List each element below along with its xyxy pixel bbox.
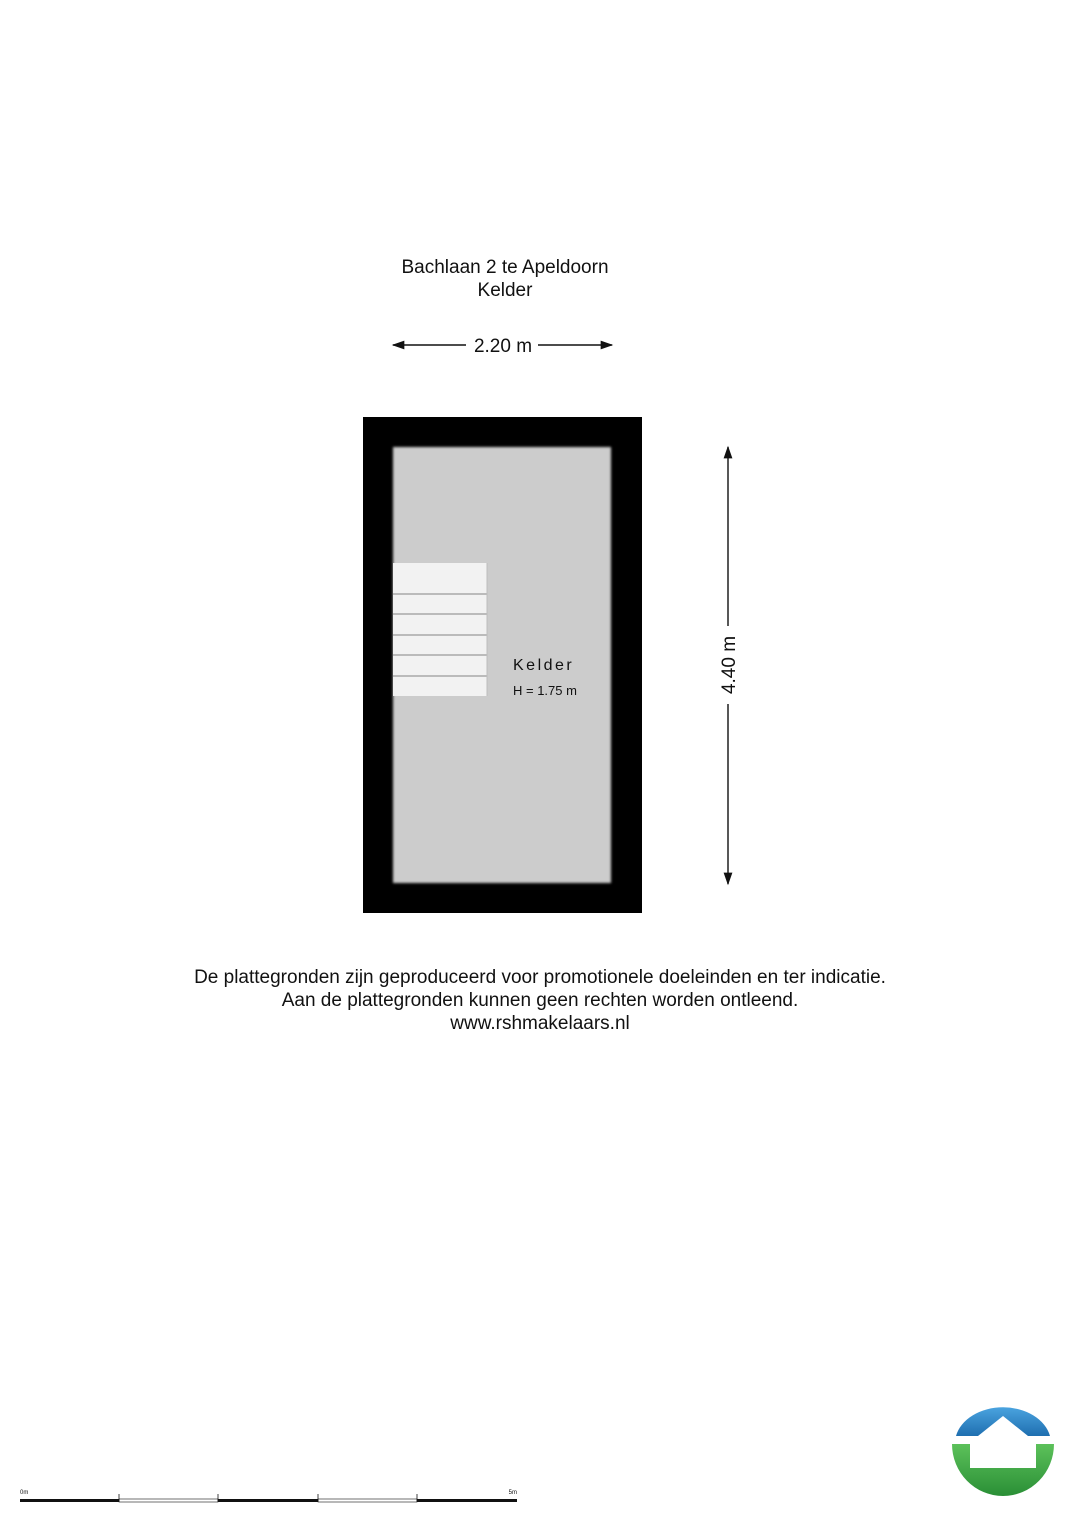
- height-label: 4.40 m: [719, 635, 740, 695]
- disclaimer: [90, 966, 990, 1035]
- stairs: [393, 563, 487, 696]
- scale-segment: [417, 1499, 517, 1502]
- scale-segment: [218, 1499, 318, 1502]
- scale-segment: [119, 1499, 218, 1502]
- width-dimension: [393, 336, 612, 357]
- website-link: www.rshmakelaars.nl: [450, 1013, 630, 1034]
- scale-end-label: 5m: [508, 1490, 517, 1496]
- width-label: 2.20 m: [473, 336, 533, 357]
- disclaimer-line: De plattegronden zijn geproduceerd voor promotionele doeleinden en ter indicatie.: [194, 967, 886, 988]
- scale-segment: [318, 1499, 417, 1502]
- scale-start-label: 0m: [20, 1490, 29, 1496]
- scale-bar: [20, 1490, 517, 1502]
- floor-title: Kelder: [477, 280, 533, 301]
- room-height: H = 1.75 m: [513, 683, 577, 698]
- house-logo-icon: [948, 1398, 1058, 1502]
- room-name: Kelder: [513, 657, 575, 674]
- disclaimer-line: Aan de plattegronden kunnen geen rechten worden ontleend.: [281, 990, 799, 1011]
- scale-segment: [20, 1499, 119, 1502]
- height-dimension: [719, 447, 740, 884]
- address-title: Bachlaan 2 te Apeldoorn: [401, 257, 609, 278]
- logo-green-bowl: [952, 1444, 1054, 1496]
